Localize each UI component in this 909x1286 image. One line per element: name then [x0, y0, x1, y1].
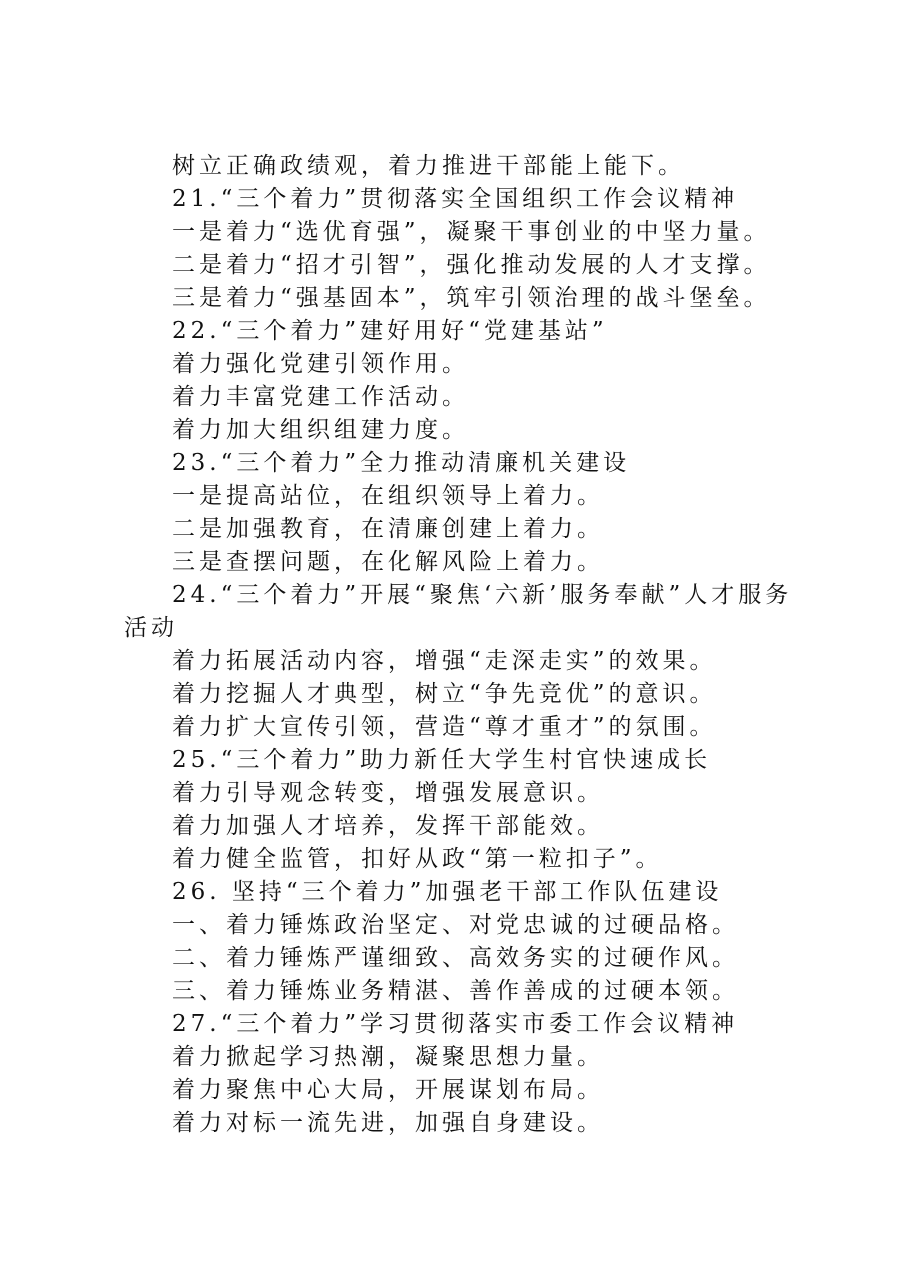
- section-heading-23: 23.“三个着力”全力推动清廉机关建设: [172, 450, 631, 476]
- paragraph-line: 着力聚焦中心大局，开展谋划布局。: [172, 1077, 604, 1103]
- section-heading-27: 27.“三个着力”学习贯彻落实市委工作会议精神: [172, 1011, 739, 1037]
- section-heading-21: 21.“三个着力”贯彻落实全国组织工作会议精神: [172, 186, 739, 212]
- paragraph-line: 着力扩大宣传引领，营造“尊才重才”的氛围。: [172, 714, 717, 740]
- paragraph-line: 着力挖掘人才典型，树立“争先竞优”的意识。: [172, 681, 717, 707]
- section-heading-25: 25.“三个着力”助力新任大学生村官快速成长: [172, 747, 712, 773]
- paragraph-line: 一是着力“选优育强”，凝聚干事创业的中坚力量。: [172, 219, 771, 245]
- paragraph-line: 着力掀起学习热潮，凝聚思想力量。: [172, 1044, 604, 1070]
- paragraph-line: 三、着力锤炼业务精湛、善作善成的过硬本领。: [172, 978, 739, 1004]
- paragraph-line: 二是加强教育，在清廉创建上着力。: [172, 516, 604, 542]
- paragraph-line: 着力引导观念转变，增强发展意识。: [172, 780, 604, 806]
- paragraph-line: 树立正确政绩观，着力推进干部能上能下。: [172, 153, 685, 179]
- paragraph-line: 着力加大组织组建力度。: [172, 417, 469, 443]
- paragraph-line: 二是着力“招才引智”，强化推动发展的人才支撑。: [172, 252, 771, 278]
- paragraph-line: 二、着力锤炼严谨细致、高效务实的过硬作风。: [172, 945, 739, 971]
- paragraph-line: 着力强化党建引领作用。: [172, 351, 469, 377]
- paragraph-line: 三是着力“强基固本”，筑牢引领治理的战斗堡垒。: [172, 285, 771, 311]
- paragraph-line: 一是提高站位，在组织领导上着力。: [172, 483, 604, 509]
- section-heading-22: 22.“三个着力”建好用好“党建基站”: [172, 318, 608, 344]
- section-heading-26: 26. 坚持“三个着力”加强老干部工作队伍建设: [172, 879, 723, 905]
- paragraph-line: 一、着力锤炼政治坚定、对党忠诚的过硬品格。: [172, 912, 739, 938]
- paragraph-line: 着力加强人才培养，发挥干部能效。: [172, 813, 604, 839]
- section-heading-24: 24.“三个着力”开展“聚焦‘六新’服务奉献”人才服务活动: [124, 582, 793, 641]
- paragraph-line: 三是查摆问题，在化解风险上着力。: [172, 549, 604, 575]
- document-body: [124, 150, 824, 1140]
- paragraph-line: 着力拓展活动内容，增强“走深走实”的效果。: [172, 648, 717, 674]
- paragraph-line: 着力对标一流先进，加强自身建设。: [172, 1110, 604, 1136]
- paragraph-line: 着力健全监管，扣好从政“第一粒扣子”。: [172, 846, 663, 872]
- paragraph-line: 着力丰富党建工作活动。: [172, 384, 469, 410]
